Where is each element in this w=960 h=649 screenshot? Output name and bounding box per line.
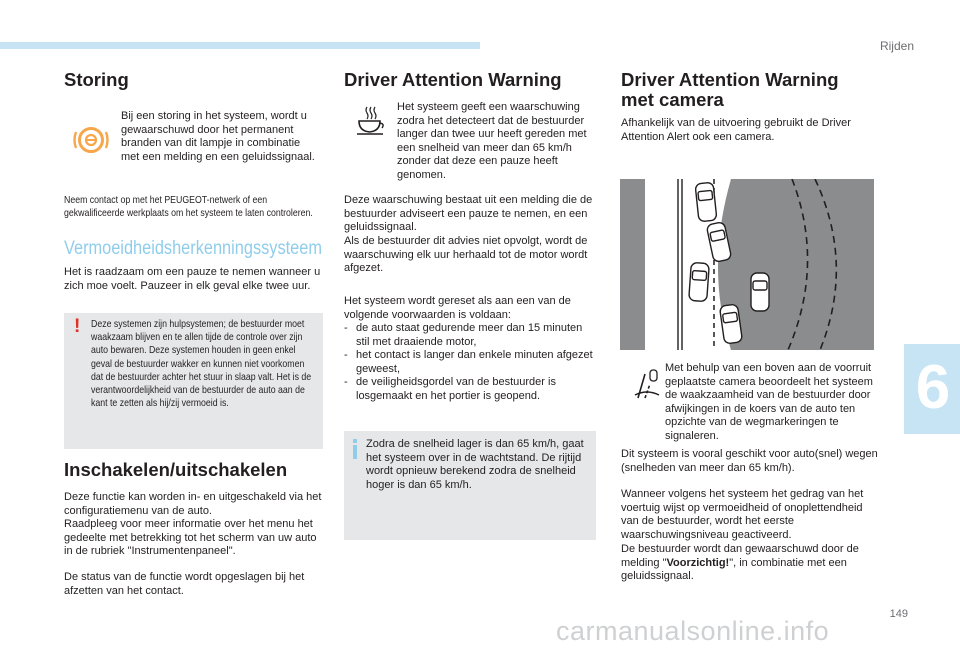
daw-icon-text: Het systeem geeft een waarschuwing zodra het detecteert dat de bestuurder langer dan twee uur heeft gereden met een snelheid van meer dan 65 km/h zonder dat deze een pauze heeft genomen. — [397, 101, 587, 181]
steering-warning-icon — [73, 125, 109, 155]
vermoeid-heading: Vermoeidheidsherkenningssysteem — [64, 238, 322, 259]
chapter-number: 6 — [915, 353, 951, 422]
list-item: - het contact is langer dan enkele minuten afgezet geweest, — [344, 349, 593, 375]
coffee-cup-icon — [356, 105, 386, 135]
storing-note: Neem contact op met het PEUGEOT-netwerk of een gekwalificeerde werkplaats om het systeem te laten controleren. — [64, 195, 313, 220]
road-camera-illustration — [620, 179, 874, 350]
vermoeid-text: Het is raadzaam om een pauze te nemen wanneer u zich moe voelt. Pauzeer in elk geval elke twee uur. — [64, 266, 321, 292]
lane-camera-icon — [632, 368, 662, 400]
daw-heading: Driver Attention Warning — [344, 69, 562, 90]
info-text: Zodra de snelheid lager is dan 65 km/h, gaat het systeem over in de wachtstand. De rijtijd wordt opnieuw berekend zodra de snelheid hoger is dan 65 km/h. — [366, 438, 584, 491]
page-number: 149 — [889, 608, 908, 620]
info-box — [344, 431, 596, 540]
daw-text-1a: Deze waarschuwing bestaat uit een melding die de bestuurder adviseert een pauze te nemen, en een geluidssignaal. — [344, 194, 593, 234]
dawc-text-4: De bestuurder wordt dan gewaarschuwd door de melding "Voorzichtig!", in combinatie met een geluidssignaal. — [621, 543, 859, 583]
info-icon — [352, 439, 358, 459]
storing-heading: Storing — [64, 69, 129, 90]
dawc-text-3: Wanneer volgens het systeem het gedrag van het voertuig wijst op vermoeidheid of onoplettendheid van de bestuurder, wordt het eerste waarschuwingsniveau geactiveerd. — [621, 488, 864, 541]
voorzichtig-label: Voorzichtig! — [666, 556, 730, 569]
reset-intro: Het systeem wordt gereset als aan een van de volgende voorwaarden is voldaan: — [344, 295, 571, 321]
header-color-band — [0, 42, 480, 49]
warning-mark: ! — [74, 316, 81, 337]
onoff-text-3: De status van de functie wordt opgeslagen bij het afzetten van het contact. — [64, 571, 305, 597]
warning-box — [64, 313, 323, 449]
dawc-intro: Afhankelijk van de uitvoering gebruikt de Driver Attention Alert ook een camera. — [621, 117, 851, 143]
list-item: - de veiligheidsgordel van de bestuurder is losgemaakt en het portier is geopend. — [344, 376, 556, 402]
onoff-text-2: Raadpleeg voor meer informatie over het menu het gedeelte met betrekking tot het scherm van uw auto in de rubriek "Instrumentenpaneel". — [64, 518, 317, 558]
reset-list — [344, 322, 596, 404]
dawc-heading-2: met camera — [621, 89, 724, 110]
dawc-text-2: Dit systeem is vooral geschikt voor auto(snel) wegen (snelheden van meer dan 65 km/h). — [621, 448, 878, 474]
onoff-heading: Inschakelen/uitschakelen — [64, 459, 288, 480]
dawc-heading-1: Driver Attention Warning — [621, 69, 839, 90]
onoff-text-1: Deze functie kan worden in- en uitgeschakeld via het configuratiemenu van de auto. — [64, 491, 322, 517]
dawc-icon-text: Met behulp van een boven aan de voorruit geplaatste camera beoordeelt het systeem de waakzaamheid van de bestuurder door afwijkingen in de koers van de auto ten opzichte van de wegmarkeringen te signaleren. — [665, 362, 873, 442]
storing-text: Bij een storing in het systeem, wordt u gewaarschuwd door het permanent branden van dit lampje in combinatie met een melding en een geluidssignaal. — [121, 110, 315, 163]
warning-text: Deze systemen zijn hulpsystemen; de bestuurder moet waakzaam blijven en te allen tijde de controle over zijn auto bewaren. Deze systemen houden in geen enkel geval de bestuurder wakker en kunnen niet voorkomen dat de bestuurder achter het stuur in slaap valt. Het is de verantwoordelijkheid van de bestuurder de auto aan de kant te zetten als hij/zij vermoeid is. — [91, 319, 312, 410]
list-item: - de auto staat gedurende meer dan 15 minuten stil met draaiende motor, — [344, 322, 583, 348]
watermark: carmanualsonline.info — [556, 616, 830, 646]
section-label: Rijden — [879, 39, 914, 53]
daw-text-1b: Als de bestuurder dit advies niet opvolgt, wordt de waarschuwing elk uur herhaald tot de motor wordt afgezet. — [344, 235, 588, 275]
